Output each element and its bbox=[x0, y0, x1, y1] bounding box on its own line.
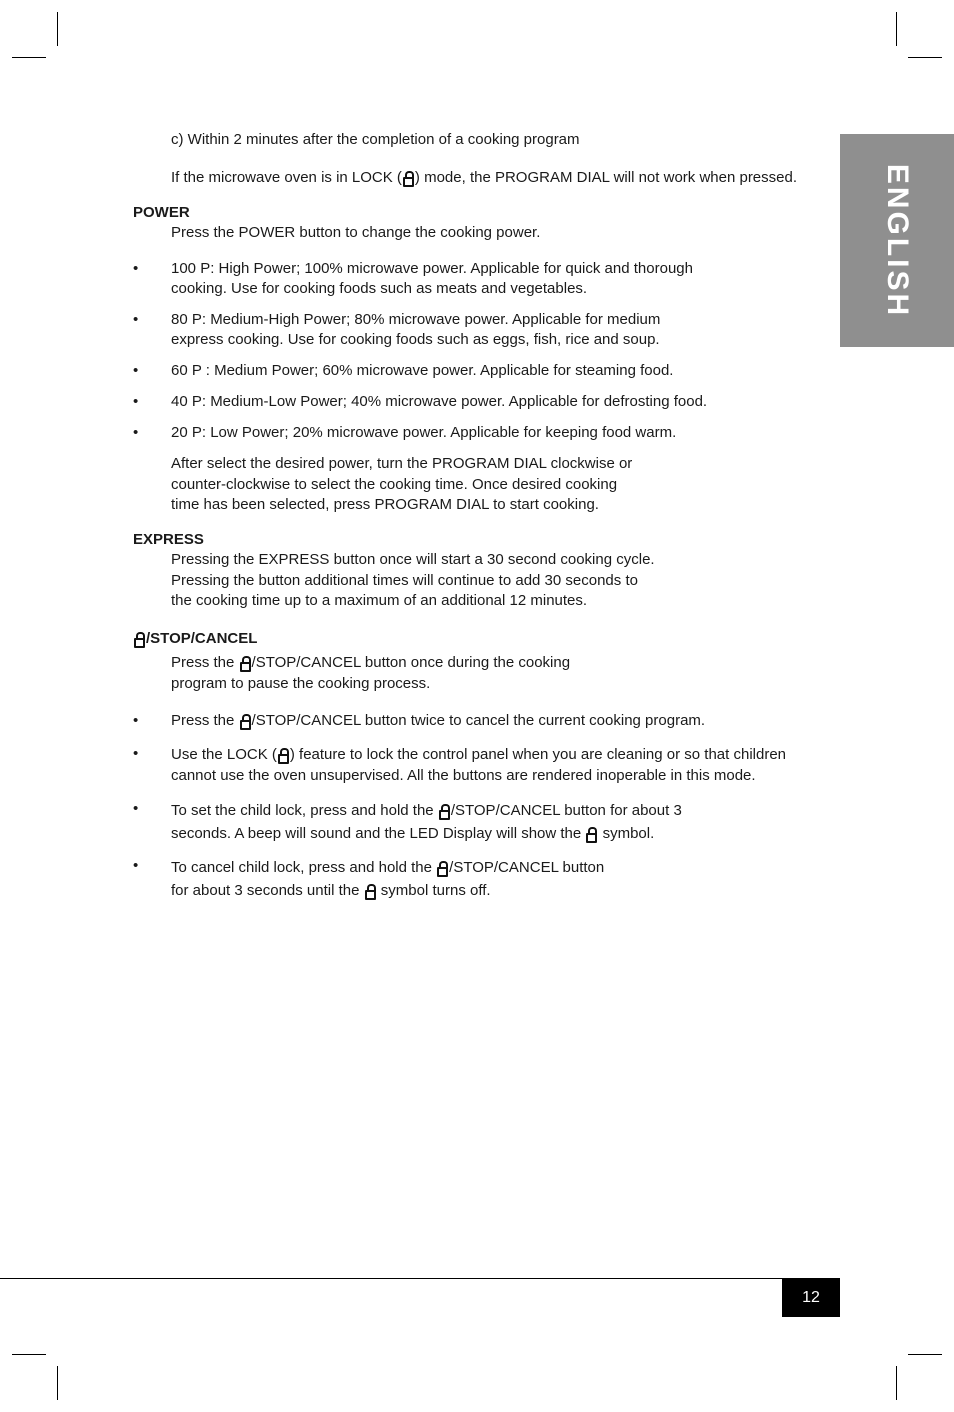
page-number: 12 bbox=[782, 1278, 840, 1317]
stop-cancel-heading: /STOP/CANCEL bbox=[133, 629, 257, 649]
bullet-marker: • bbox=[133, 260, 139, 277]
express-heading: EXPRESS bbox=[133, 531, 204, 548]
lock-icon bbox=[586, 827, 597, 839]
stop-cancel-twice-item: Press the /STOP/CANCEL button twice to cancel the current cooking program. bbox=[171, 712, 706, 729]
intro-item-c: c) Within 2 minutes after the completion of a cooking program bbox=[171, 131, 580, 148]
lock-icon bbox=[403, 171, 414, 183]
bullet-marker: • bbox=[133, 393, 139, 410]
crop-mark bbox=[908, 1354, 942, 1355]
lock-icon bbox=[134, 632, 145, 644]
lock-icon bbox=[240, 714, 251, 726]
footer-rule bbox=[0, 1278, 840, 1279]
power-level-40: 40 P: Medium-Low Power; 40% microwave power. Applicable for defrosting food. bbox=[171, 393, 708, 410]
power-level-100: 100 P: High Power; 100% microwave power. Applicable for quick and thorough cooking. Use for cooking foods such as meats and vegetables. bbox=[171, 260, 693, 297]
bullet-marker: • bbox=[133, 311, 139, 328]
stop-cancel-description: Press the /STOP/CANCEL button once during the cooking program to pause the cooking process. bbox=[171, 654, 571, 692]
power-description: Press the POWER button to change the cooking power. bbox=[171, 224, 541, 241]
lock-icon bbox=[437, 861, 448, 873]
bullet-marker: • bbox=[133, 857, 139, 874]
set-child-lock-item: To set the child lock, press and hold the /STOP/CANCEL button for about 3 seconds. A beep will sound and the LED Display will show the symbol. bbox=[171, 802, 682, 842]
bullet-marker: • bbox=[133, 745, 139, 762]
power-after-paragraph: After select the desired power, turn the PROGRAM DIAL clockwise or counter-clockwise to select the cooking time. Once desired cooking time has been selected, press PROGRAM DIAL to start cooking. bbox=[171, 455, 633, 513]
crop-mark bbox=[57, 1366, 58, 1400]
cancel-child-lock-item: To cancel child lock, press and hold the /STOP/CANCEL button for about 3 seconds until the symbol turns off. bbox=[171, 859, 605, 899]
lock-icon bbox=[240, 656, 251, 668]
express-paragraph: Pressing the EXPRESS button once will start a 30 second cooking cycle. Pressing the button additional times will continue to add 30 seconds to the cooking time up to a maximum of an additional 12 minutes. bbox=[171, 551, 655, 609]
language-tab bbox=[840, 134, 954, 347]
lock-mode-note: If the microwave oven is in LOCK ( ) mode, the PROGRAM DIAL will not work when pressed. bbox=[171, 169, 798, 186]
bullet-marker: • bbox=[133, 800, 139, 817]
power-level-20: 20 P: Low Power; 20% microwave power. Applicable for keeping food warm. bbox=[171, 424, 677, 441]
power-level-80: 80 P: Medium-High Power; 80% microwave power. Applicable for medium express cooking. Use for cooking foods such as eggs, fish, rice and soup. bbox=[171, 311, 661, 348]
crop-mark bbox=[57, 12, 58, 46]
lock-feature-item: Use the LOCK ( ) feature to lock the control panel when you are cleaning or so that children cannot use the oven unsupervised. All the buttons are rendered inoperable in this mode. bbox=[171, 746, 787, 784]
lock-icon bbox=[439, 804, 450, 816]
lock-icon bbox=[278, 748, 289, 760]
crop-mark bbox=[908, 57, 942, 58]
bullet-marker: • bbox=[133, 424, 139, 441]
crop-mark bbox=[896, 1366, 897, 1400]
power-level-60: 60 P : Medium Power; 60% microwave power. Applicable for steaming food. bbox=[171, 362, 674, 379]
bullet-marker: • bbox=[133, 712, 139, 729]
language-tab-label: ENGLISH bbox=[881, 163, 914, 318]
crop-mark bbox=[12, 57, 46, 58]
lock-icon bbox=[365, 884, 376, 896]
bullet-marker: • bbox=[133, 362, 139, 379]
power-heading: POWER bbox=[133, 204, 190, 221]
crop-mark bbox=[896, 12, 897, 46]
crop-mark bbox=[12, 1354, 46, 1355]
